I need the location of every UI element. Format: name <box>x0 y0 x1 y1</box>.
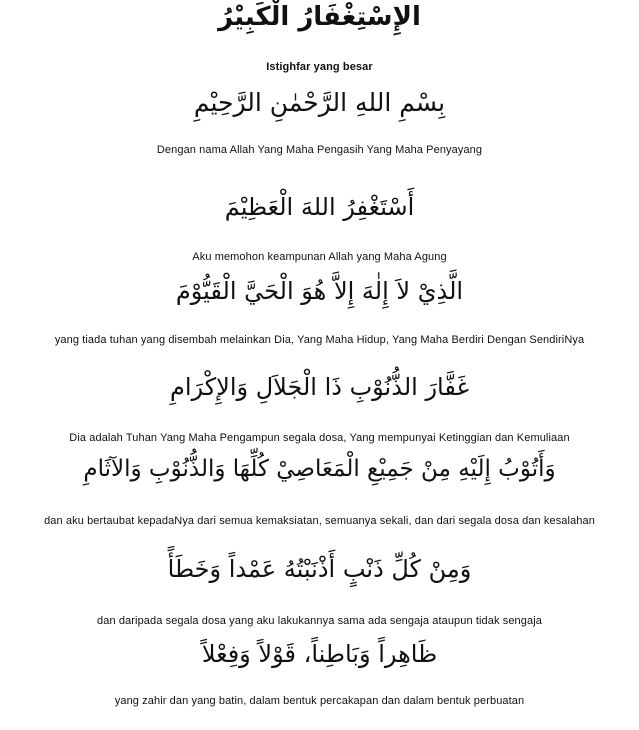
title-arabic: الإِسْتِغْفَارُ الْكَبِيْرُ <box>218 2 421 32</box>
verse-translation-4: Dia adalah Tuhan Yang Maha Pengampun segala dosa, Yang mempunyai Ketinggian dan Kemuliaan <box>69 432 570 444</box>
verse-translation-6: dan daripada segala dosa yang aku lakukannya sama ada sengaja ataupun tidak sengaja <box>97 615 542 627</box>
verse-arabic-6: وَمِنْ كُلِّ ذَنْبٍ أَذْنَبْتُهُ عَمْداً وَخَطَأً <box>167 555 472 583</box>
verse-translation-1: Dengan nama Allah Yang Maha Pengasih Yang Maha Penyayang <box>156 144 483 156</box>
verse-translation-2: Aku memohon keampunan Allah yang Maha Agung <box>192 251 447 263</box>
verse-translation-7: yang zahir dan yang batin, dalam bentuk percakapan dan dalam bentuk perbuatan <box>114 695 525 707</box>
title-subtitle: Istighfar yang besar <box>266 61 373 73</box>
verse-arabic-1: بِسْمِ اللهِ الرَّحْمٰنِ الرَّحِيْمِ <box>193 88 446 117</box>
verse-arabic-7: ظَاهِراً وَبَاطِناً، قَوْلاً وَفِعْلاً <box>201 640 438 668</box>
verse-arabic-2: أَسْتَغْفِرُ اللهَ الْعَظِيْمَ <box>224 193 415 221</box>
verse-arabic-4: غَفَّارَ الذُّنُوْبِ ذَا الْجَلاَلِ وَالإِكْرَامِ <box>169 373 470 401</box>
verse-translation-5: dan aku bertaubat kepadaNya dari semua kemaksiatan, semuanya sekali, dan dari segala dosa dan kesalahan <box>44 515 595 527</box>
verse-arabic-3: الَّذِيْ لاَ إِلٰهَ إِلاَّ هُوَ الْحَيَّ الْقَيُّوْمَ <box>175 277 464 305</box>
verse-translation-3: yang tiada tuhan yang disembah melainkan Dia, Yang Maha Hidup, Yang Maha Berdiri Dengan SendiriNya <box>54 334 585 346</box>
verse-arabic-5: وَأَتُوْبُ إِلَيْهِ مِنْ جَمِيْعِ الْمَعَاصِيْ كُلِّهَا وَالذُّنُوْبِ وَالآثَامِ <box>83 456 556 482</box>
